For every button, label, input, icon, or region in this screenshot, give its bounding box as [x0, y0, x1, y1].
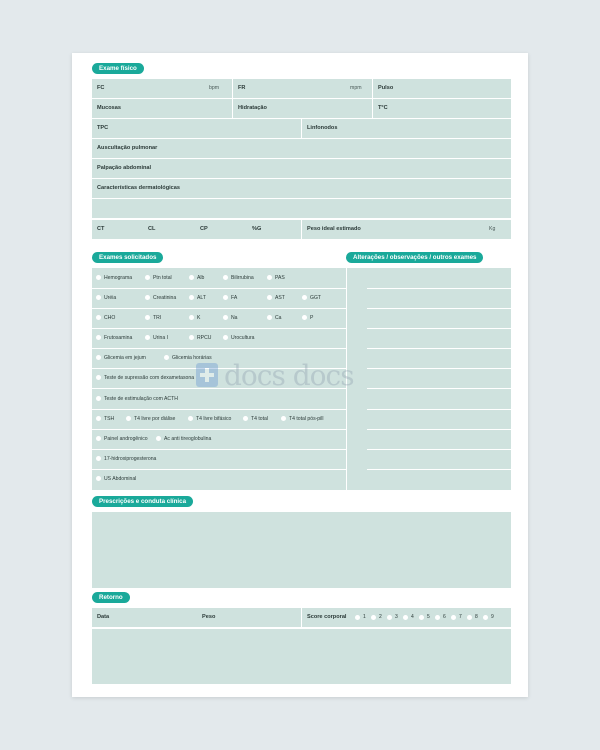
divider — [367, 368, 511, 369]
exam-option[interactable]: T4 total pós-pill — [281, 414, 324, 424]
peso-ideal-label: Peso ideal estimado — [307, 226, 361, 232]
exam-option[interactable]: FA — [223, 293, 237, 303]
exam-option[interactable]: AST — [267, 293, 285, 303]
exam-option[interactable]: Na — [223, 313, 238, 323]
checkbox-icon[interactable] — [223, 335, 228, 340]
checkbox-icon[interactable] — [96, 436, 101, 441]
section-exame-fisico: Exame físico — [92, 63, 144, 74]
section-prescricoes: Prescrições e conduta clínica — [92, 496, 193, 507]
exam-option[interactable]: Hemograma — [96, 273, 132, 283]
form-page — [72, 53, 528, 697]
divider — [92, 449, 346, 450]
exam-option[interactable]: US Abdominal — [96, 474, 136, 484]
divider — [92, 469, 346, 470]
checkbox-icon[interactable] — [96, 396, 101, 401]
score-number: 5 — [427, 614, 430, 620]
checkbox-icon[interactable] — [96, 275, 101, 280]
auscultacao-label: Auscultação pulmonar — [97, 145, 158, 151]
retorno-notes-field[interactable] — [92, 629, 511, 684]
checkbox-icon[interactable] — [223, 295, 228, 300]
exam-option[interactable]: Painel androgênico — [96, 434, 148, 444]
fr-label: FR — [238, 85, 246, 91]
checkbox-icon[interactable] — [96, 355, 101, 360]
auscultacao-row — [92, 139, 511, 158]
checkbox-icon[interactable] — [96, 315, 101, 320]
divider — [232, 79, 233, 98]
cp-label: CP — [200, 226, 208, 232]
divider — [372, 99, 373, 118]
exam-option[interactable]: 17-hidroxiprogesterona — [96, 454, 156, 464]
retorno-row — [92, 608, 511, 627]
kg-unit: Kg — [489, 226, 496, 232]
exam-option[interactable]: TRI — [145, 313, 161, 323]
checkbox-icon[interactable] — [145, 275, 150, 280]
fc-unit: bpm — [209, 85, 220, 91]
score-number: 8 — [475, 614, 478, 620]
exam-option[interactable]: Urina I — [145, 333, 168, 343]
divider — [92, 308, 346, 309]
checkbox-icon[interactable] — [156, 436, 161, 441]
divider — [92, 198, 511, 199]
exam-option[interactable]: Ac anti tireoglobulina — [156, 434, 211, 444]
measurements-row — [92, 220, 511, 239]
divider — [92, 328, 346, 329]
divider — [367, 288, 511, 289]
checkbox-icon[interactable] — [188, 416, 193, 421]
divider — [367, 308, 511, 309]
divider — [372, 79, 373, 98]
exam-option[interactable]: Teste de estimulação com ACTH — [96, 394, 178, 404]
mucosas-label: Mucosas — [97, 105, 121, 111]
checkbox-icon[interactable] — [189, 335, 194, 340]
checkbox-icon[interactable] — [189, 275, 194, 280]
checkbox-icon[interactable] — [281, 416, 286, 421]
exam-option[interactable]: Bilirrubina — [223, 273, 254, 283]
exam-option[interactable]: T4 total — [243, 414, 268, 424]
exam-option[interactable]: Teste de supressão com dexametasona — [96, 373, 194, 383]
dermatologicas-label: Características dermatológicas — [97, 185, 181, 191]
checkbox-icon[interactable] — [96, 456, 101, 461]
divider — [92, 348, 346, 349]
divider — [367, 429, 511, 430]
divider — [92, 388, 346, 389]
ct-label: CT — [97, 226, 105, 232]
score-radio-icon[interactable] — [387, 615, 392, 620]
divider — [232, 99, 233, 118]
exam-option[interactable]: RPCU — [189, 333, 211, 343]
exam-option[interactable]: Ptn total — [145, 273, 172, 283]
score-radio-icon[interactable] — [451, 615, 456, 620]
exam-option[interactable]: Glicemia em jejum — [96, 353, 146, 363]
mucosas-row — [92, 99, 511, 118]
divider — [367, 348, 511, 349]
exam-option[interactable]: CHO — [96, 313, 115, 323]
divider — [301, 608, 302, 627]
exam-option[interactable]: GGT — [302, 293, 321, 303]
score-radio-icon[interactable] — [371, 615, 376, 620]
exam-option[interactable]: TSH — [96, 414, 114, 424]
vitals-row — [92, 79, 511, 98]
score-radio-icon[interactable] — [435, 615, 440, 620]
exam-option[interactable]: P — [302, 313, 313, 323]
tpc-row — [92, 119, 511, 138]
score-number: 9 — [491, 614, 494, 620]
checkbox-icon[interactable] — [189, 315, 194, 320]
exam-option[interactable]: ALT — [189, 293, 206, 303]
checkbox-icon[interactable] — [145, 295, 150, 300]
divider — [92, 429, 346, 430]
checkbox-icon[interactable] — [223, 315, 228, 320]
checkbox-icon[interactable] — [267, 315, 272, 320]
checkbox-icon[interactable] — [267, 275, 272, 280]
exam-option[interactable]: Ca — [267, 313, 282, 323]
score-number: 3 — [395, 614, 398, 620]
exam-option[interactable]: Glicemia horárias — [164, 353, 212, 363]
fr-unit: mpm — [350, 85, 362, 91]
checkbox-icon[interactable] — [302, 315, 307, 320]
checkbox-icon[interactable] — [243, 416, 248, 421]
checkbox-icon[interactable] — [96, 335, 101, 340]
divider — [346, 268, 347, 490]
divider — [92, 409, 346, 410]
section-retorno: Retorno — [92, 592, 130, 603]
hidratacao-label: Hidratação — [238, 105, 267, 111]
watermark-text: docs docs — [224, 358, 354, 392]
checkbox-icon[interactable] — [96, 295, 101, 300]
checkbox-icon[interactable] — [145, 335, 150, 340]
exam-option[interactable]: Alb — [189, 273, 204, 283]
checkbox-icon[interactable] — [223, 275, 228, 280]
exam-option[interactable]: Creatinina — [145, 293, 176, 303]
checkbox-icon[interactable] — [126, 416, 131, 421]
score-number: 4 — [411, 614, 414, 620]
checkbox-icon[interactable] — [164, 355, 169, 360]
pulso-label: Pulso — [378, 85, 394, 91]
divider — [367, 328, 511, 329]
checkbox-icon[interactable] — [145, 315, 150, 320]
score-radio-icon[interactable] — [483, 615, 488, 620]
checkbox-icon[interactable] — [96, 416, 101, 421]
score-number: 2 — [379, 614, 382, 620]
score-number: 6 — [443, 614, 446, 620]
exams-panel — [92, 268, 511, 490]
exam-option[interactable]: Frutosamina — [96, 333, 132, 343]
exam-option[interactable]: Urocultura — [223, 333, 255, 343]
divider — [301, 119, 302, 138]
divider — [367, 409, 511, 410]
score-number: 1 — [363, 614, 366, 620]
checkbox-icon[interactable] — [302, 295, 307, 300]
temperature-label: T°C — [378, 105, 388, 111]
score-radio-icon[interactable] — [355, 615, 360, 620]
exam-option[interactable]: T4 livre por diálise — [126, 414, 175, 424]
pct-g-label: %G — [252, 226, 262, 232]
exam-option[interactable]: K — [189, 313, 200, 323]
palpacao-row — [92, 159, 511, 178]
score-number: 7 — [459, 614, 462, 620]
score-radio-icon[interactable] — [403, 615, 408, 620]
linfonodos-label: Linfonodos — [307, 125, 338, 131]
checkbox-icon[interactable] — [189, 295, 194, 300]
divider — [367, 449, 511, 450]
divider — [367, 469, 511, 470]
section-exames-solicitados: Exames solicitados — [92, 252, 163, 263]
dermatologicas-row — [92, 179, 511, 218]
fc-label: FC — [97, 85, 105, 91]
palpacao-label: Palpação abdominal — [97, 165, 152, 171]
score-label: Score corporal — [307, 614, 347, 620]
divider — [92, 288, 346, 289]
tpc-label: TPC — [97, 125, 109, 131]
exam-option[interactable]: PAS — [267, 273, 285, 283]
checkbox-icon[interactable] — [96, 476, 101, 481]
prescricoes-field[interactable] — [92, 512, 511, 588]
score-radio-icon[interactable] — [467, 615, 472, 620]
exam-option[interactable]: T4 livre bifásico — [188, 414, 231, 424]
section-alteracoes: Alterações / observações / outros exames — [346, 252, 483, 263]
score-radio-icon[interactable] — [419, 615, 424, 620]
peso-label: Peso — [202, 614, 216, 620]
checkbox-icon[interactable] — [96, 375, 101, 380]
cl-label: CL — [148, 226, 156, 232]
data-label: Data — [97, 614, 110, 620]
exam-option[interactable]: Uréia — [96, 293, 116, 303]
divider — [301, 220, 302, 239]
divider — [92, 368, 346, 369]
checkbox-icon[interactable] — [267, 295, 272, 300]
divider — [367, 388, 511, 389]
